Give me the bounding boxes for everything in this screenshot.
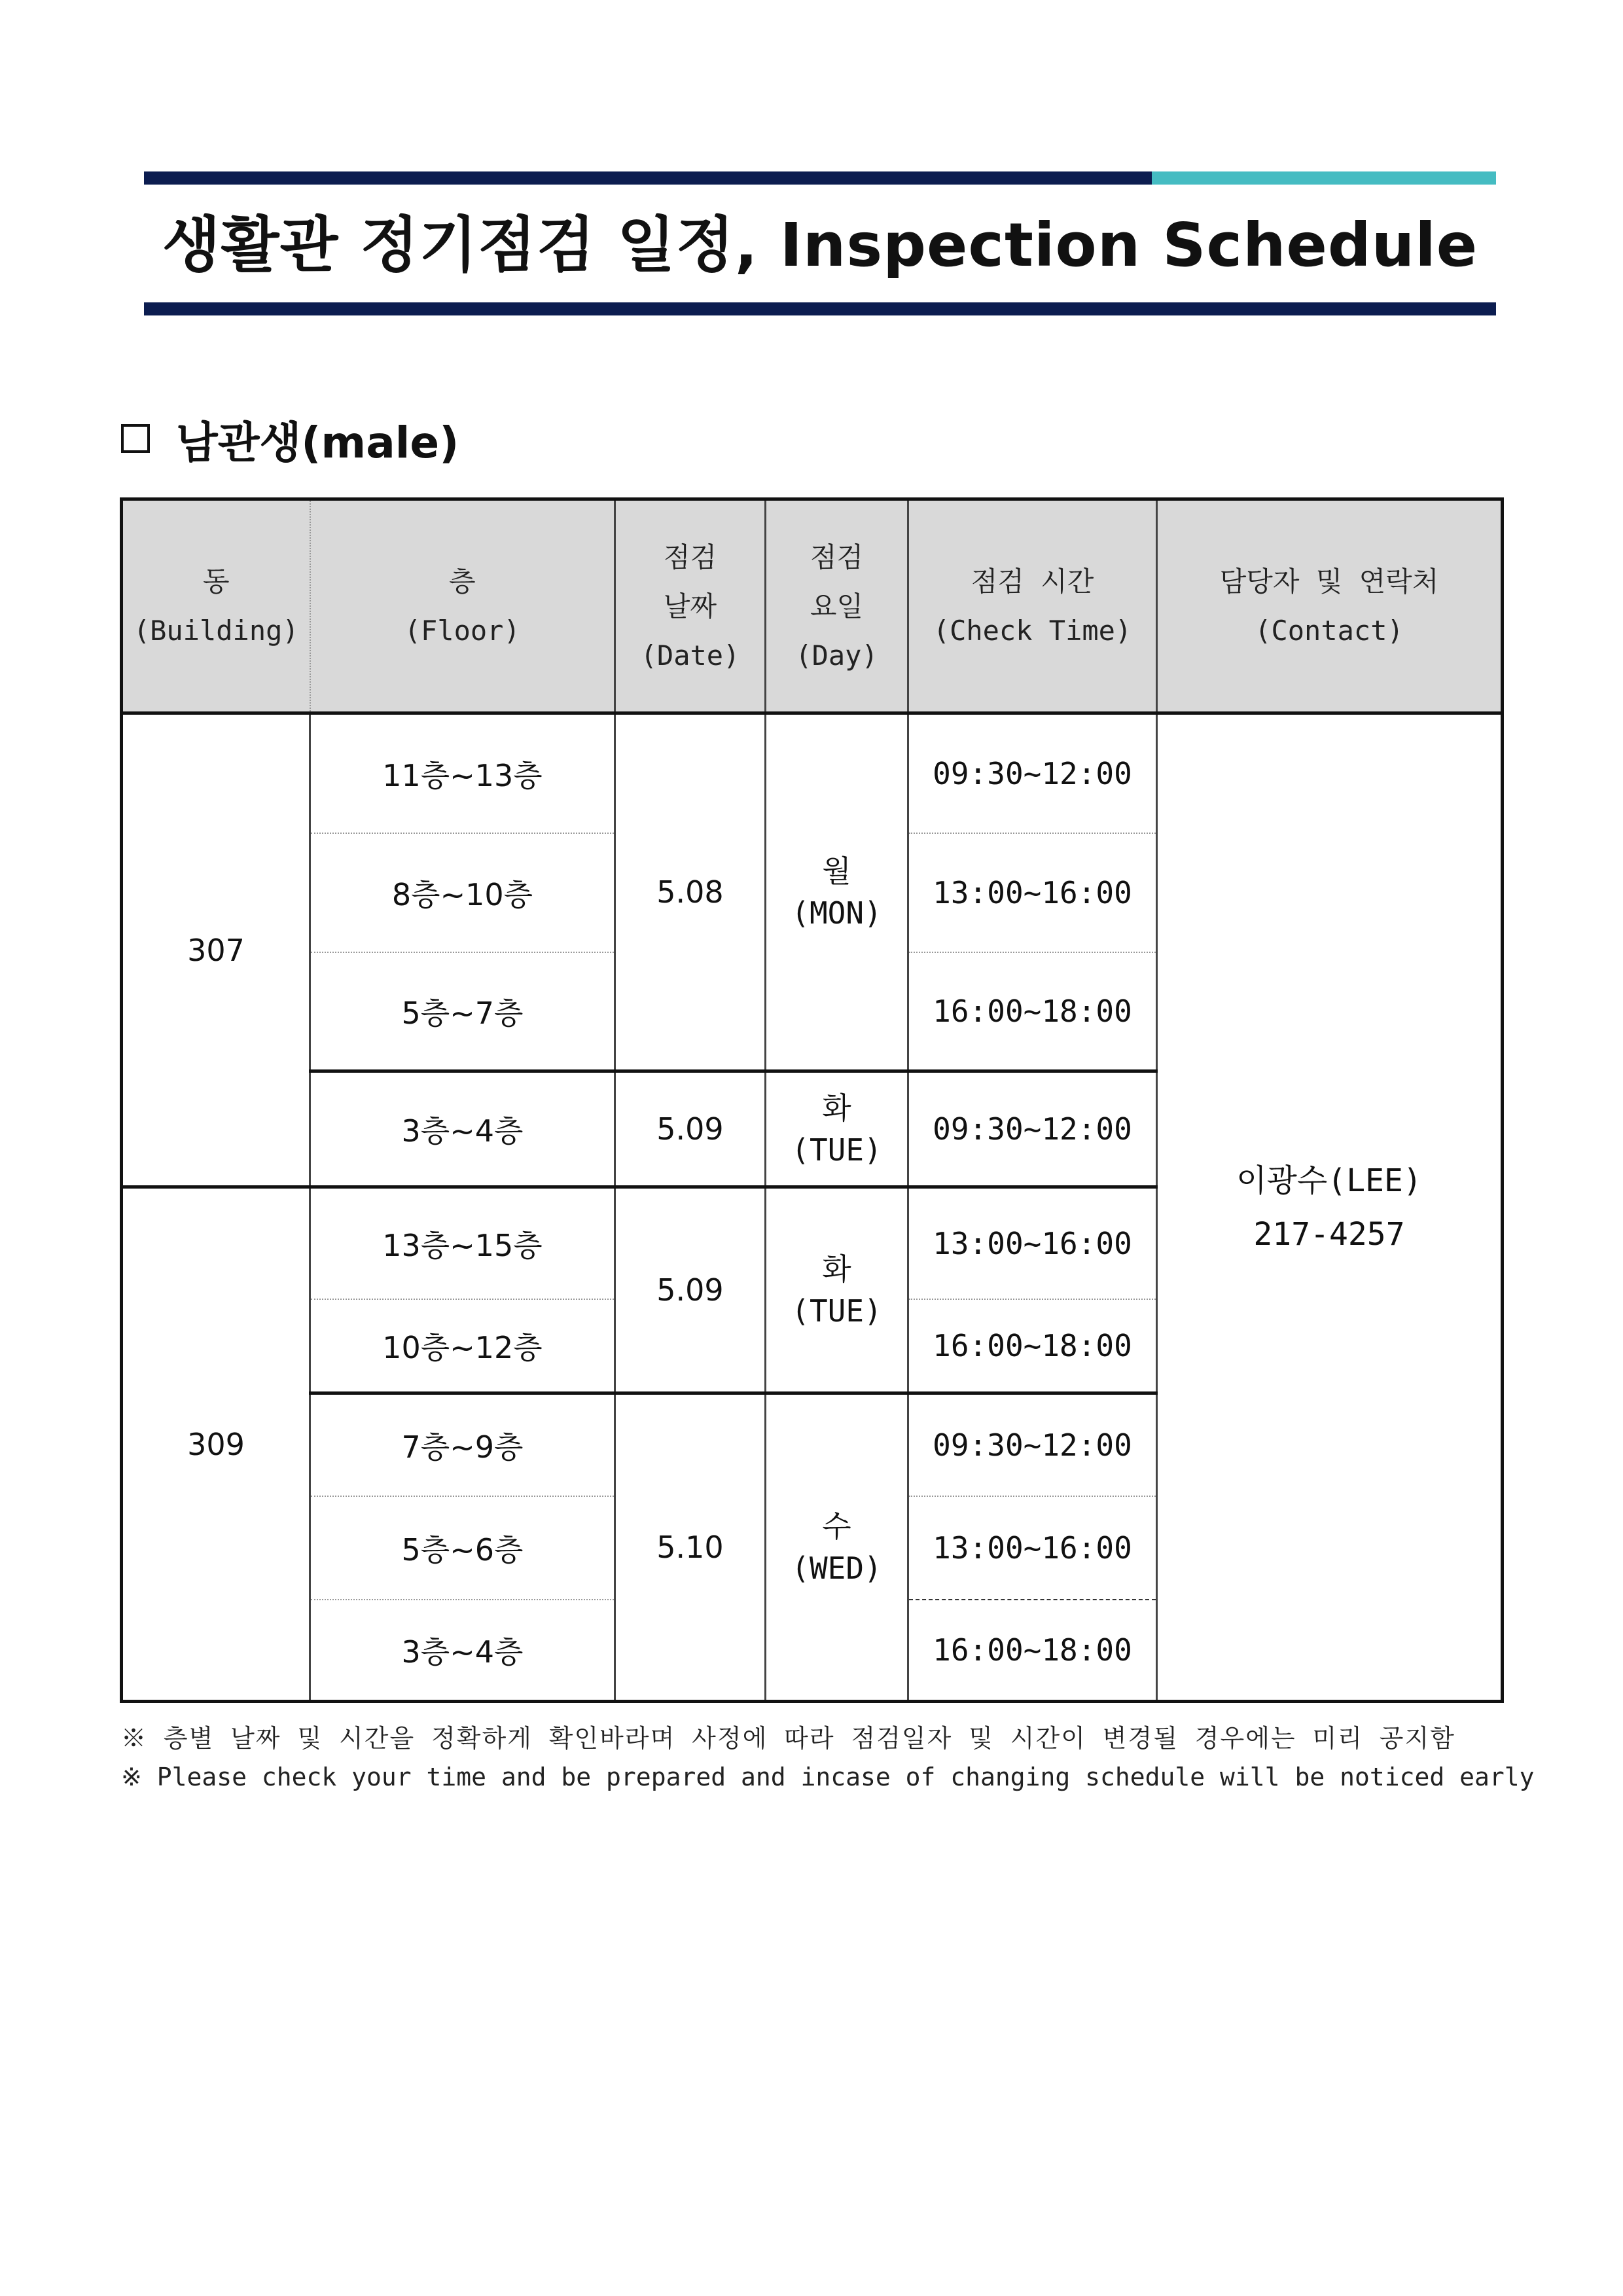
floor-cell: 5층~6층 — [310, 1496, 615, 1600]
header-contact: 담당자 및 연락처 (Contact) — [1157, 499, 1503, 713]
time-cell: 13:00~16:00 — [908, 1496, 1157, 1600]
header-building: 동 (Building) — [122, 499, 310, 713]
date-cell: 5.09 — [615, 1071, 766, 1187]
note-korean: ※ 층별 날짜 및 시간을 정확하게 확인바라며 사정에 따라 점검일자 및 시간이 변경될 경우에는 미리 공지함 — [121, 1724, 1455, 1753]
date-cell: 5.08 — [615, 713, 766, 1071]
header-date: 점검 날짜 (Date) — [615, 499, 766, 713]
day-cell: 화 (TUE) — [766, 1187, 908, 1393]
contact-phone: 217-4257 — [1253, 1215, 1405, 1253]
time-cell: 09:30~12:00 — [908, 713, 1157, 834]
section-title: 남관생(male) — [176, 417, 459, 468]
floor-cell: 3층~4층 — [310, 1600, 615, 1702]
section-heading — [121, 406, 459, 471]
contact-name: 이광수(LEE) — [1236, 1162, 1422, 1199]
header-floor: 층 (Floor) — [310, 499, 615, 713]
date-cell: 5.10 — [615, 1393, 766, 1702]
date-cell: 5.09 — [615, 1187, 766, 1393]
time-cell: 16:00~18:00 — [908, 1299, 1157, 1393]
time-cell: 16:00~18:00 — [908, 952, 1157, 1071]
floor-cell: 8층~10층 — [310, 833, 615, 952]
time-cell: 09:30~12:00 — [908, 1071, 1157, 1187]
note-english: ※ Please check your time and be prepared and incase of changing schedule will be noticed early — [121, 1763, 1535, 1791]
floor-cell: 7층~9층 — [310, 1393, 615, 1497]
title-top-rule — [144, 171, 1152, 185]
building-cell: 309 — [122, 1187, 310, 1702]
table-header-row — [122, 499, 1503, 713]
contact-cell — [1157, 713, 1503, 1702]
floor-cell: 5층~7층 — [310, 952, 615, 1071]
building-cell: 307 — [122, 713, 310, 1187]
time-cell: 13:00~16:00 — [908, 1187, 1157, 1300]
floor-cell: 11층~13층 — [310, 713, 615, 834]
header-day: 점검 요일 (Day) — [766, 499, 908, 713]
schedule-table — [120, 497, 1504, 1703]
time-cell: 16:00~18:00 — [908, 1600, 1157, 1702]
table-row — [122, 713, 1503, 834]
header-time: 점검 시간 (Check Time) — [908, 499, 1157, 713]
floor-cell: 10층~12층 — [310, 1299, 615, 1393]
checkbox-icon — [121, 424, 150, 453]
time-cell: 13:00~16:00 — [908, 833, 1157, 952]
time-cell: 09:30~12:00 — [908, 1393, 1157, 1497]
day-cell: 월 (MON) — [766, 713, 908, 1071]
floor-cell: 3층~4층 — [310, 1071, 615, 1187]
title-top-rule-accent — [1152, 171, 1496, 185]
page-title: 생활관 정기점검 일정, Inspection Schedule — [162, 210, 1478, 280]
day-cell: 수 (WED) — [766, 1393, 908, 1702]
title-bottom-rule — [144, 302, 1496, 315]
day-cell: 화 (TUE) — [766, 1071, 908, 1187]
floor-cell: 13층~15층 — [310, 1187, 615, 1300]
